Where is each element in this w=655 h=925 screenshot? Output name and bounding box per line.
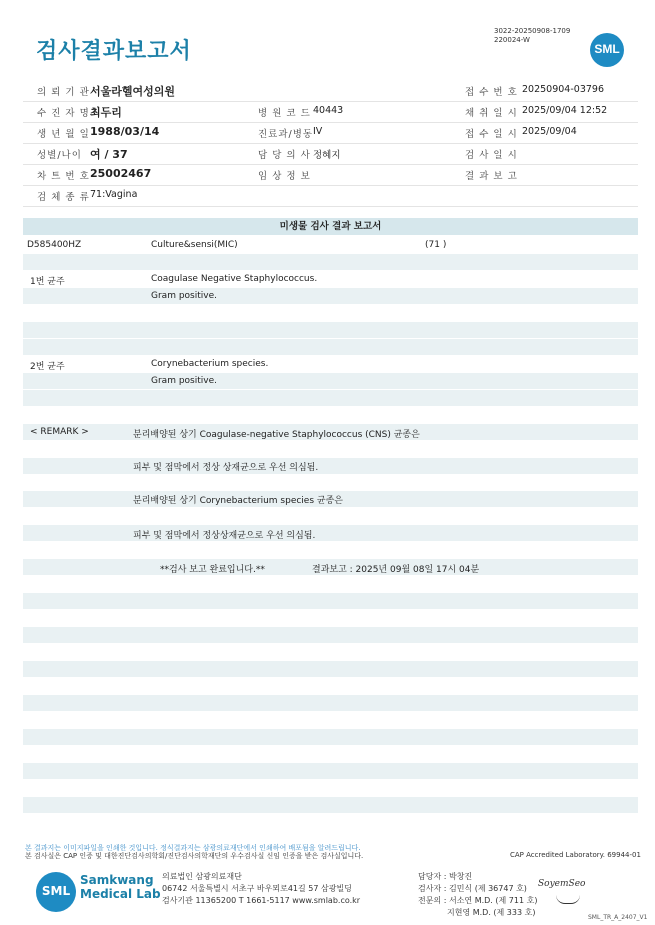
final-report-time: 결과보고 : 2025년 09월 08일 17시 04분 [312, 565, 480, 575]
report-complete: **검사 보고 완료입니다.** [160, 565, 265, 575]
row-band [23, 593, 638, 609]
info-label: 임 상 정 보 [258, 171, 311, 182]
info-value: 1988/03/14 [90, 125, 160, 138]
info-label: 검 체 종 류 [37, 192, 90, 203]
remark-line: 피부 및 점막에서 정상 상재균으로 우선 의심됨. [133, 463, 319, 473]
info-row [23, 101, 638, 123]
row-band [23, 695, 638, 711]
staff-line: 전문의 : 서소연 M.D. (제 711 호) [418, 896, 538, 905]
document-id [494, 27, 570, 45]
organism-2-gram: Gram positive. [151, 376, 217, 386]
info-value: 최두리 [90, 106, 122, 119]
form-number: SML_TR_A_2407_V1 [588, 914, 648, 921]
info-label: 성별/나이 [37, 150, 82, 161]
info-value: 40443 [313, 105, 344, 116]
organism-1-label: 1번 균주 [30, 277, 65, 287]
accreditation-notice: 본 검사실은 CAP 인증 및 대한진단검사의학회/진단검사의학재단의 우수검사실 신임 인증을 받은 검사실입니다. [25, 852, 364, 860]
info-value: 20250904-03796 [522, 84, 605, 95]
row-band [23, 729, 638, 745]
brand-name [80, 873, 161, 901]
row-band [23, 373, 638, 389]
info-value: 25002467 [90, 167, 152, 180]
document-id-line2: 220024-W [494, 36, 530, 44]
test-number: (71 ) [425, 240, 447, 250]
info-label: 의 뢰 기 관 [37, 87, 90, 98]
info-row [23, 143, 638, 165]
info-value: 2025/09/04 [522, 126, 577, 137]
info-label: 진료과/병동 [258, 129, 314, 140]
document-id-line1: 3022-20250908-1709 [494, 27, 571, 35]
row-band [23, 322, 638, 338]
info-label: 접 수 번 호 [465, 87, 518, 98]
test-name: Culture&sensi(MIC) [151, 240, 238, 250]
samkwang-logo-text: SML [41, 884, 71, 898]
organism-1-name: Coagulase Negative Staphylococcus. [151, 274, 318, 284]
row-band [23, 288, 638, 304]
cap-accreditation: CAP Accredited Laboratory. 69944-01 [510, 851, 641, 859]
info-value: 정혜지 [313, 150, 341, 161]
remark-line: 분리배양된 상기 Corynebacterium species 균종은 [133, 496, 343, 506]
row-band [23, 661, 638, 677]
info-label: 접 수 일 시 [465, 129, 518, 140]
remark-line: 분리배양된 상기 Coagulase-negative Staphylococcus (CNS) 균종은 [133, 430, 420, 440]
brand-line2: Medical Lab [80, 887, 161, 901]
address-line: 06742 서울특별시 서초구 바우뫼로41길 57 삼광빌딩 [162, 884, 352, 893]
info-label: 담 당 의 사 [258, 150, 311, 161]
info-value: 서울라헬여성의원 [90, 85, 176, 98]
info-value: 71:Vagina [90, 189, 138, 200]
row-band [23, 525, 638, 541]
test-code: D585400HZ [27, 240, 82, 250]
print-notice: 본 결과지는 이미지파일을 인쇄한 것입니다. 정식결과지는 삼광의료재단에서 인쇄하여 배포됨을 알려드립니다. [25, 844, 361, 852]
row-band [23, 390, 638, 406]
info-label: 차 트 번 호 [37, 171, 90, 182]
lab-address [162, 871, 360, 907]
remark-label: < REMARK > [30, 427, 89, 437]
info-value: IV [313, 126, 323, 137]
info-value: 2025/09/04 12:52 [522, 105, 608, 116]
info-row [23, 80, 638, 102]
remark-line: 피부 및 점막에서 정상상재균으로 우선 의심됨. [133, 531, 316, 541]
brand-line1: Samkwang [80, 873, 154, 887]
signature: SoyemSeo [538, 879, 586, 889]
info-row [23, 122, 638, 144]
row-band [23, 458, 638, 474]
row-band [23, 627, 638, 643]
row-band [23, 763, 638, 779]
info-label: 병 원 코 드 [258, 108, 311, 119]
info-label: 검 사 일 시 [465, 150, 518, 161]
row-band [23, 254, 638, 270]
organism-1-gram: Gram positive. [151, 291, 217, 301]
staff-line: 지현영 M.D. (제 333 호) [447, 908, 536, 917]
info-row [23, 164, 638, 186]
staff-list [418, 871, 537, 919]
samkwang-logo [36, 872, 76, 912]
signature-mark [556, 895, 580, 904]
info-label: 채 취 일 시 [465, 108, 518, 119]
staff-line: 담당자 : 박창진 [418, 872, 473, 881]
row-band [23, 339, 638, 355]
section-title: 미생물 검사 결과 보고서 [23, 218, 638, 235]
staff-line: 검사자 : 김민식 (제 36747 호) [418, 884, 527, 893]
report-title: 검사결과보고서 [36, 39, 192, 64]
info-label: 수 진 자 명 [37, 108, 90, 119]
info-row [23, 185, 638, 207]
organism-2-name: Corynebacterium species. [151, 359, 269, 369]
info-value: 여 / 37 [90, 148, 128, 161]
sml-logo-text: SML [594, 42, 620, 56]
info-label: 결 과 보 고 [465, 171, 518, 182]
row-band [23, 797, 638, 813]
organism-2-label: 2번 균주 [30, 362, 65, 372]
address-line: 검사기관 11365200 T 1661-5117 www.smlab.co.kr [162, 896, 361, 905]
sml-logo [590, 33, 624, 67]
info-label: 생 년 월 일 [37, 129, 90, 140]
address-line: 의료법인 삼광의료재단 [162, 872, 242, 881]
